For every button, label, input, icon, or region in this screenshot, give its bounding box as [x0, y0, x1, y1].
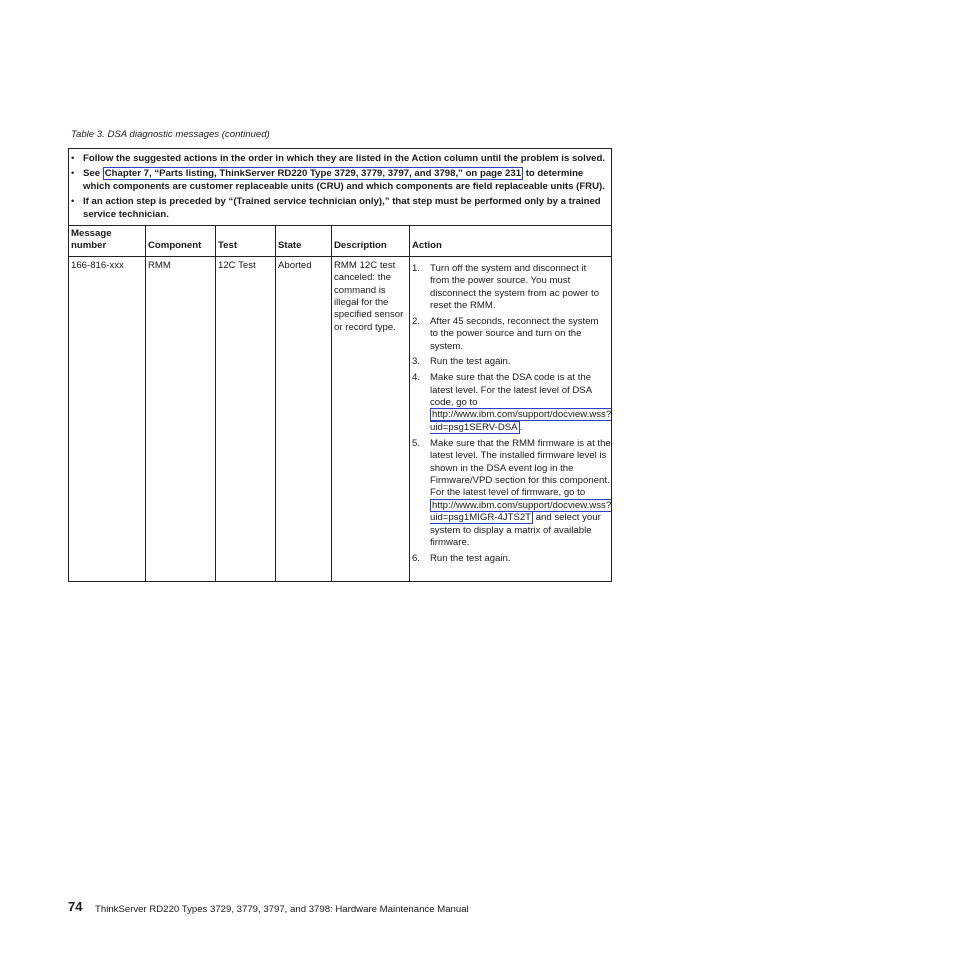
note-text-post: to determine which components are customer replaceable units (CRU) and which components are field replaceable units (FRU). — [83, 168, 605, 192]
header-component: Component — [146, 226, 216, 257]
note-item — [71, 196, 606, 221]
step-text-post: and select your system to display a matrix of available firmware. — [430, 512, 601, 548]
page-number: 74 — [68, 899, 83, 914]
note-text: Follow the suggested actions in the order in which they are listed in the Action column until the problem is solved. — [83, 153, 606, 164]
cell-test: 12C Test — [216, 256, 276, 581]
header-message-number: Message number — [69, 226, 146, 257]
action-step — [412, 372, 612, 434]
step-text — [430, 372, 611, 434]
note-text — [83, 168, 606, 193]
step-text-post: . — [519, 421, 523, 433]
header-action: Action — [410, 226, 612, 257]
action-steps-list — [412, 262, 612, 565]
cell-state: Aborted — [276, 256, 332, 581]
step-number: 3. — [412, 356, 421, 368]
header-description: Description — [332, 226, 410, 257]
table-caption: Table 3. DSA diagnostic messages (continued) — [71, 129, 270, 140]
dsa-download-link[interactable]: http://www.ibm.com/support/docview.wss?uid=psg1SERV-DSA — [430, 409, 612, 433]
note-text-pre: See — [83, 168, 103, 180]
step-number: 6. — [412, 552, 421, 564]
step-text-pre: Make sure that the DSA code is at the latest level. For the latest level of DSA code, go to — [430, 372, 592, 409]
note-item — [71, 153, 606, 165]
manual-title: ThinkServer RD220 Types 3729, 3779, 3797, and 3798: Hardware Maintenance Manual — [95, 904, 469, 915]
header-row — [69, 226, 612, 257]
notes-row — [69, 149, 612, 226]
action-step — [412, 316, 608, 353]
cell-component: RMM — [146, 256, 216, 581]
step-number: 5. — [412, 437, 421, 449]
cell-action — [410, 256, 612, 581]
step-text: After 45 seconds, reconnect the system to the power source and turn on the system. — [430, 315, 599, 352]
table-row — [69, 256, 612, 581]
bullet-icon: • — [71, 153, 75, 164]
header-state: State — [276, 226, 332, 257]
firmware-download-link[interactable]: http://www.ibm.com/support/docview.wss?uid=psg1MIGR-4JTS2T — [430, 499, 612, 524]
step-number: 1. — [412, 262, 421, 274]
cell-description: RMM 12C test canceled: the command is illegal for the specified sensor or record type. — [332, 256, 410, 581]
note-text: If an action step is preceded by “(Trained service technician only),” that step must be performed only by a trained service technician. — [83, 196, 601, 220]
bullet-icon: • — [71, 196, 75, 208]
step-number: 4. — [412, 372, 421, 384]
step-text-pre: Make sure that the RMM firmware is at the latest level. The installed firmware level is shown in the DSA event log in the Firmware/VPD section for this component. For the latest level of firmware, go to — [430, 437, 611, 499]
notes-cell — [69, 149, 612, 226]
action-step — [412, 437, 612, 550]
dsa-diagnostic-table — [68, 148, 612, 582]
note-item — [71, 168, 606, 193]
action-step — [412, 356, 608, 368]
action-step — [412, 263, 608, 313]
step-text — [430, 438, 611, 550]
cell-message-number: 166-816-xxx — [69, 256, 146, 581]
chapter-7-link[interactable]: Chapter 7, “Parts listing, ThinkServer RD220 Type 3729, 3779, 3797, and 3798,” on page 231 — [104, 168, 522, 180]
step-number: 2. — [412, 315, 421, 327]
header-test: Test — [216, 226, 276, 257]
bullet-icon: • — [71, 168, 75, 180]
step-text: Run the test again. — [430, 356, 511, 368]
action-step — [412, 553, 608, 565]
step-text: Turn off the system and disconnect it from the power source. You must disconnect the system from ac power to reset the RMM. — [430, 262, 600, 312]
step-text: Run the test again. — [430, 552, 511, 564]
